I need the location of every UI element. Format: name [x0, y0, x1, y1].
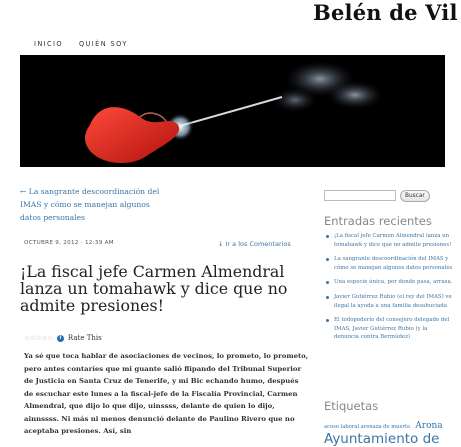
star-icon[interactable]: ☆: [24, 334, 30, 342]
recent-post-link[interactable]: La sangrante descoordinación del IMAS y cómo se manejan algunos datos personales: [324, 255, 454, 272]
tag-link[interactable]: acoso laboral arenaza de muerte: [324, 424, 411, 430]
comments-link[interactable]: ↓ Ir a los Comentarios: [218, 240, 291, 248]
info-icon[interactable]: i: [57, 335, 64, 342]
tag-link[interactable]: Ayuntamiento de: [324, 431, 440, 447]
nav-item-inicio[interactable]: INICIO: [34, 40, 63, 48]
recent-posts-heading: Entradas recientes: [324, 214, 432, 228]
tag-link[interactable]: Arona: [415, 421, 443, 431]
rating-stars[interactable]: [24, 334, 53, 342]
tags-heading: Etiquetas: [324, 399, 379, 413]
post-date: OCTUBRE 9, 2012 · 12:39 AM: [24, 240, 114, 246]
site-title[interactable]: Belén de Vil: [313, 0, 458, 25]
recent-posts-list: [324, 232, 454, 348]
recent-post-link[interactable]: El todopoderío del consejero delegado del IMAS, Javier Gutiérrez Rubio (y la denuncia contra Bermúdez): [324, 316, 454, 342]
post-body: Ya sé que toca hablar de asociaciones de vecinos, lo prometo, lo prometo, pero antes contaríes que mi guante salió flipando del Tribunal Superior de Justicia en Santa Cruz de Tenerife, y mi Bic echando humo, después de escuchar este lunes a la fiscal-jefe de la Fiscalía Provincial, Carmen Almendral, que dijo lo que dijo, uinssss, delante de quien lo dijo, ainnssss. Ni más ni menos denunció delante de Paulino Rivero que no aceptaba presiones. Así, sin: [24, 352, 309, 435]
recent-post-link[interactable]: ¡La fiscal jefe Carmen Almendral lanza un tomahawk y dice que no admite presiones!: [324, 232, 454, 249]
search-input[interactable]: [324, 190, 396, 201]
header-banner-image: [20, 55, 445, 167]
recent-post-link[interactable]: Javier Gutiérrez Rubio (el rey del IMAS) ve ilegal la ayuda a una familia desahuciada: [324, 293, 454, 310]
recent-post-link[interactable]: Una especie única, por donde pasa, arrasa.: [324, 278, 454, 287]
star-icon[interactable]: ☆: [41, 334, 48, 342]
rate-this-label[interactable]: Rate This: [67, 334, 102, 342]
rating-widget: [24, 334, 102, 342]
previous-post-link[interactable]: ← La sangrante descoordinación del IMAS y cómo se manejan algunos datos personales: [20, 187, 160, 222]
star-icon[interactable]: ☆: [47, 334, 53, 342]
star-icon[interactable]: ☆: [29, 334, 36, 342]
nav-item-quien-soy[interactable]: QUIÉN SOY: [78, 40, 128, 48]
post-title[interactable]: ¡La fiscal jefe Carmen Almendral lanza un tomahawk y dice que no admite presiones!: [20, 262, 288, 315]
main-nav: [34, 40, 128, 48]
star-icon[interactable]: ☆: [35, 334, 42, 342]
search-button[interactable]: Buscar: [400, 190, 430, 202]
